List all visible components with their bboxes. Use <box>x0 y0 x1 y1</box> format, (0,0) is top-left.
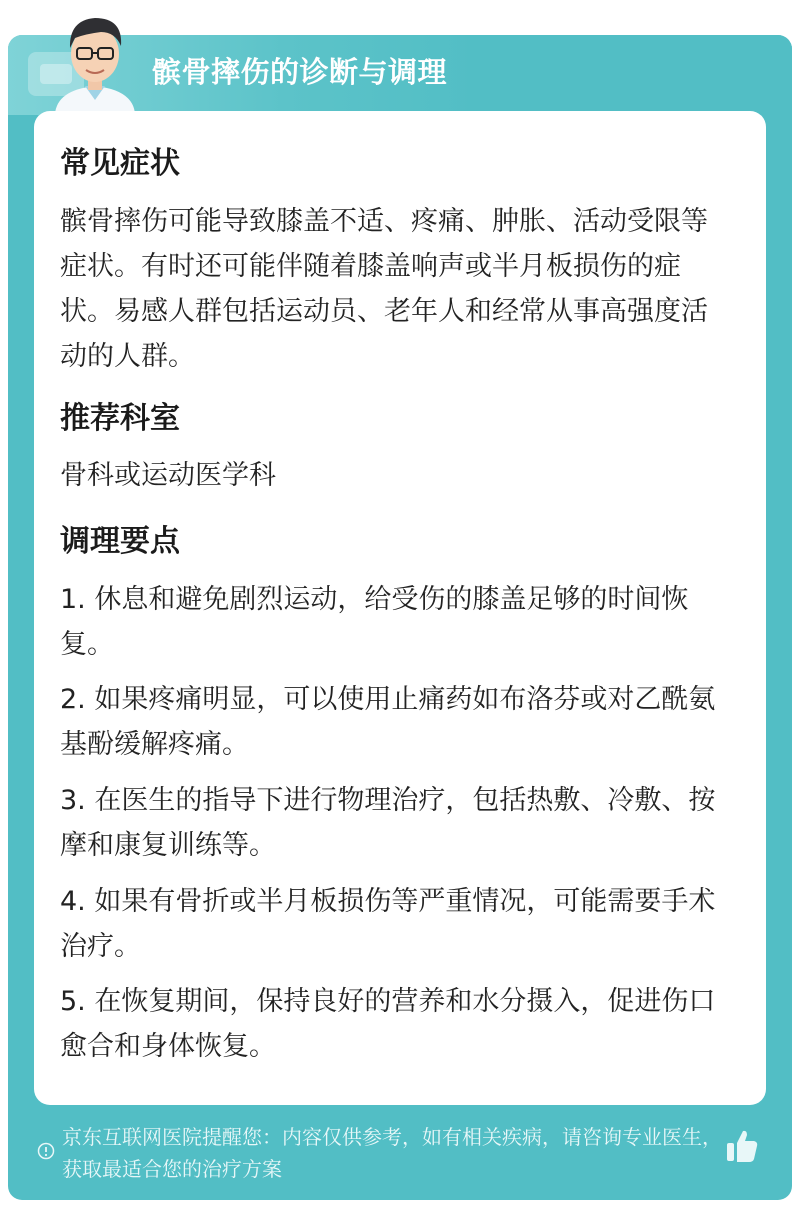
page-title: 髌骨摔伤的诊断与调理 <box>152 55 448 89</box>
info-icon <box>37 1142 55 1160</box>
department-text: 骨科或运动医学科 <box>60 460 276 491</box>
care-item: 2. 如果疼痛明显，可以使用止痛药如布洛芬或对乙酰氨基酚缓解疼痛。 <box>60 684 716 760</box>
care-item: 5. 在恢复期间，保持良好的营养和水分摄入，促进伤口愈合和身体恢复。 <box>60 986 716 1062</box>
care-item: 4. 如果有骨折或半月板损伤等严重情况，可能需要手术治疗。 <box>60 886 716 962</box>
department-heading: 推荐科室 <box>60 401 180 436</box>
care-item: 3. 在医生的指导下进行物理治疗，包括热敷、冷敷、按摩和康复训练等。 <box>60 785 716 861</box>
doctor-avatar <box>45 8 145 114</box>
symptoms-text: 髌骨摔伤可能导致膝盖不适、疼痛、肿胀、活动受限等症状。有时还可能伴随着膝盖响声或半月板损伤的症状。易感人群包括运动员、老年人和经常从事高强度活动的人群。 <box>60 206 708 372</box>
symptoms-heading: 常见症状 <box>60 146 180 181</box>
thumbs-up-icon[interactable] <box>725 1128 759 1164</box>
care-item: 1. 休息和避免剧烈运动，给受伤的膝盖足够的时间恢复。 <box>60 584 689 660</box>
care-heading: 调理要点 <box>60 524 180 559</box>
disclaimer-text: 京东互联网医院提醒您：内容仅供参考，如有相关疾病，请咨询专业医生，获取最适合您的治疗方案 <box>62 1125 722 1181</box>
